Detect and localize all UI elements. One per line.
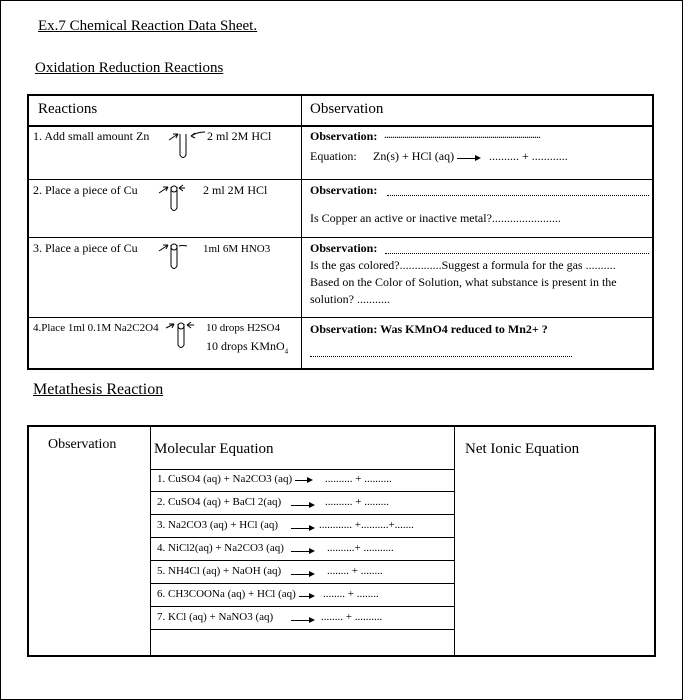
arrow-icon <box>291 574 313 575</box>
row-divider <box>150 560 454 561</box>
equation-1-reactants: 1. CuSO4 (aq) + Na2CO3 (aq) <box>157 473 293 485</box>
row-divider <box>150 606 454 607</box>
arrow-icon <box>295 480 311 481</box>
row-divider <box>150 583 454 584</box>
header-divider <box>29 125 652 127</box>
question-3-line2: Based on the Color of Solution, what substance is present in the <box>310 275 617 289</box>
page-title: Ex.7 Chemical Reaction Data Sheet. <box>38 18 258 34</box>
equation-7-reactants: 7. KCl (aq) + NaNO3 (aq) <box>157 611 274 623</box>
metathesis-heading: Metathesis Reaction <box>33 381 164 398</box>
equation-6-reactants: 6. CH3COONa (aq) + HCl (aq) <box>157 588 296 600</box>
reaction-1-text: 1. Add small amount Zn <box>33 129 150 143</box>
observation-header: Observation <box>310 101 384 117</box>
reagent-4b-text: 10 drops KMnO <box>206 339 285 353</box>
net-ionic-col-header: Net Ionic Equation <box>465 441 580 457</box>
reagent-1: 2 ml 2M HCl <box>207 129 272 143</box>
equation-4-products: ..........+ ........... <box>327 542 394 554</box>
observation-2-label: Observation: <box>310 183 378 197</box>
equation-2-products: .......... + ......... <box>325 496 389 508</box>
reagent-2: 2 ml 2M HCl <box>203 183 268 197</box>
redox-table <box>27 94 654 370</box>
arrow-icon <box>291 505 313 506</box>
question-2: Is Copper an active or inactive metal?....................... <box>310 211 561 225</box>
equation-reactants: Zn(s) + HCl (aq) <box>373 149 455 163</box>
equation-6-products: ........ + ........ <box>323 588 379 600</box>
row-divider <box>150 491 454 492</box>
arrow-icon <box>291 620 313 621</box>
reaction-3-text: 3. Place a piece of Cu <box>33 241 138 255</box>
row-divider <box>29 237 652 238</box>
answer-line <box>310 356 572 357</box>
reagent-4b-subscript: 4 <box>284 347 289 356</box>
answer-line <box>387 195 649 196</box>
column-divider <box>301 96 302 368</box>
question-3-line3: solution? ........... <box>310 292 390 306</box>
answer-line <box>385 253 649 254</box>
equation-5-reactants: 5. NH4Cl (aq) + NaOH (aq) <box>157 565 282 577</box>
reaction-2-text: 2. Place a piece of Cu <box>33 183 138 197</box>
equation-label: Equation: <box>310 149 357 163</box>
observation-4-label: Observation: Was KMnO4 reduced to Mn2+ ? <box>310 322 548 336</box>
reactions-header: Reactions <box>38 101 98 117</box>
observation-3-label: Observation: <box>310 241 378 255</box>
observation-1-dots: .............................................................................. <box>384 127 540 141</box>
arrow-icon <box>291 528 313 529</box>
reagent-4a: 10 drops H2SO4 <box>206 322 280 334</box>
redox-heading: Oxidation Reduction Reactions <box>35 60 224 76</box>
row-divider <box>150 469 454 470</box>
reagent-4b <box>206 339 288 355</box>
equation-4-reactants: 4. NiCl2(aq) + Na2CO3 (aq) <box>157 542 284 554</box>
reaction-4-text: 4.Place 1ml 0.1M Na2C2O4 <box>33 322 159 334</box>
molecular-col-header: Molecular Equation <box>154 441 274 457</box>
equation-3-products: ............ +..........+....... <box>319 519 414 531</box>
arrow-icon <box>457 158 479 159</box>
column-divider <box>150 427 151 655</box>
row-divider <box>29 179 652 180</box>
row-divider <box>150 629 454 630</box>
equation-3-reactants: 3. Na2CO3 (aq) + HCl (aq) <box>157 519 279 531</box>
equation-7-products: ........ + .......... <box>321 611 383 623</box>
observation-col-header: Observation <box>48 437 117 452</box>
equation-5-products: ........ + ........ <box>327 565 383 577</box>
observation-1-label: Observation: <box>310 129 378 143</box>
equation-products: .......... + ............ <box>489 149 568 163</box>
row-divider <box>150 537 454 538</box>
column-divider <box>454 427 455 655</box>
equation-1-products: .......... + .......... <box>325 473 392 485</box>
arrow-icon <box>291 551 313 552</box>
row-divider <box>150 514 454 515</box>
row-divider <box>29 317 652 318</box>
reagent-3: 1ml 6M HNO3 <box>203 243 271 255</box>
metathesis-table <box>27 425 656 657</box>
arrow-icon <box>299 596 313 597</box>
question-3-line1: Is the gas colored?..............Suggest a formula for the gas .......... <box>310 258 616 272</box>
equation-2-reactants: 2. CuSO4 (aq) + BaCl 2(aq) <box>157 496 282 508</box>
